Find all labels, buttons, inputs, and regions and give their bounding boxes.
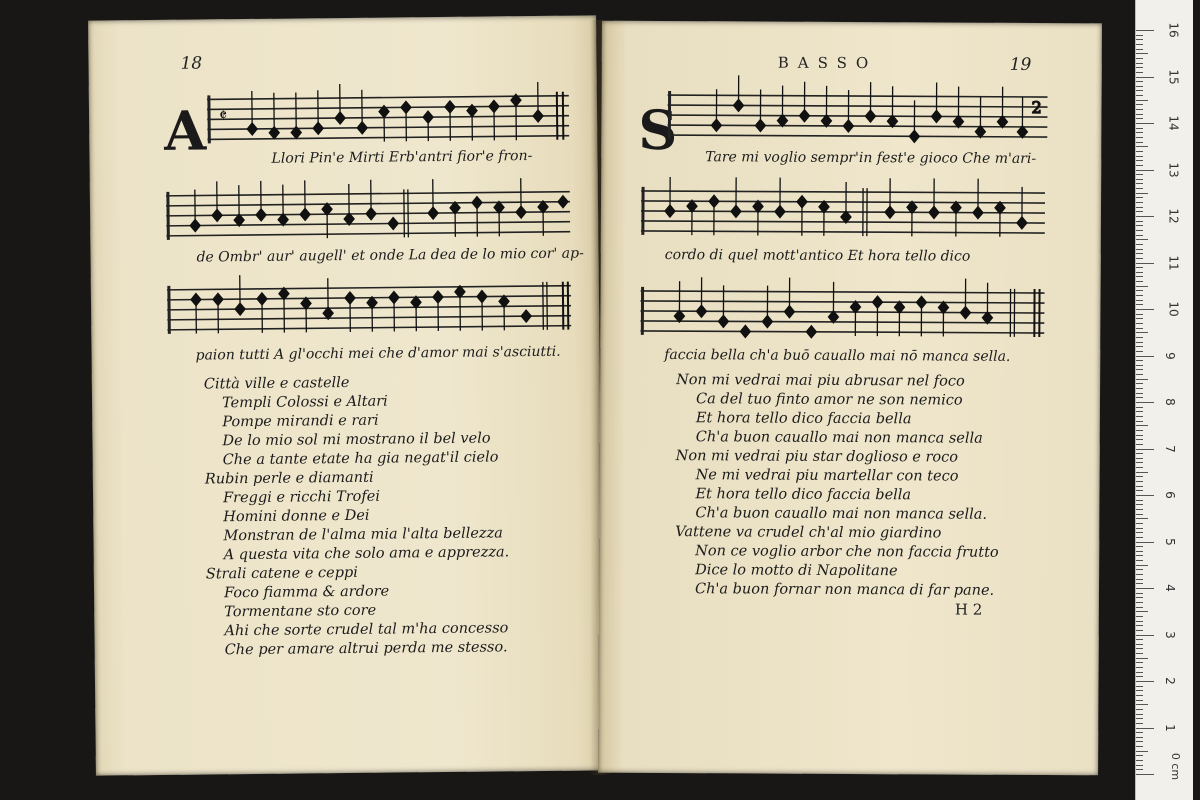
ruler-tick [1136, 253, 1143, 254]
ruler-tick [1136, 193, 1148, 194]
ruler-tick [1136, 104, 1143, 105]
svg-text:𝄵: 𝄵 [218, 105, 228, 127]
ruler-tick [1136, 360, 1143, 361]
ruler-tick [1136, 81, 1143, 82]
music-staff-5 [641, 171, 1045, 245]
ruler-tick [1136, 588, 1154, 589]
ruler-tick [1136, 132, 1143, 133]
music-staff-6 [640, 271, 1044, 345]
ruler-tick [1136, 435, 1143, 436]
ruler-tick [1136, 709, 1143, 710]
ruler-number: 16 [1166, 22, 1181, 38]
ruler-number: 15 [1166, 68, 1181, 85]
ruler-tick [1136, 323, 1143, 324]
ruler-tick [1136, 718, 1143, 719]
ruler-tick [1136, 86, 1143, 87]
music-staff-4 [667, 73, 1047, 145]
ruler-tick [1136, 453, 1143, 454]
ruler-tick [1136, 100, 1148, 101]
verse-line: Monstran de l'alma mia l'alta bellezza [223, 525, 503, 545]
ruler-tick [1136, 365, 1143, 366]
ruler-tick [1136, 258, 1143, 259]
ruler-tick [1136, 672, 1143, 673]
ruler-tick [1136, 425, 1148, 426]
ruler-tick [1136, 579, 1143, 580]
ruler-tick [1136, 714, 1143, 715]
ruler-tick [1136, 411, 1143, 412]
ruler-tick [1136, 183, 1143, 184]
ruler-tick [1136, 383, 1143, 384]
ruler-tick [1136, 142, 1143, 143]
ruler-tick [1136, 356, 1154, 357]
ruler-tick [1136, 416, 1143, 417]
ruler-tick [1136, 602, 1143, 603]
ruler-tick [1136, 504, 1143, 505]
ruler-tick [1136, 276, 1143, 277]
ruler-tick [1136, 123, 1154, 124]
verse-line: Pompe mirandi e rari [222, 412, 379, 431]
verse-line: Et hora tello dico faccia bella [695, 410, 912, 428]
ruler-tick [1136, 569, 1143, 570]
ruler-tick [1136, 202, 1143, 203]
ruler-number: 12 [1166, 208, 1181, 224]
ruler-number: 6 [1162, 491, 1177, 499]
ruler-tick [1136, 374, 1143, 375]
music-staff-1 [207, 78, 570, 152]
ruler-tick [1136, 188, 1143, 189]
decorated-initial-s: S [638, 97, 678, 163]
ruler-tick [1136, 486, 1143, 487]
verse-line: Strali catene e ceppi [205, 564, 358, 583]
ruler-tick [1136, 476, 1143, 477]
ruler-number: 14 [1166, 115, 1181, 131]
ruler-tick [1136, 207, 1143, 208]
ruler-tick [1136, 318, 1143, 319]
ruler-number: 9 [1162, 351, 1177, 360]
ruler-tick [1136, 509, 1143, 510]
verse-line: Che a tante etate ha gia negat'il cielo [222, 449, 499, 469]
ruler-tick [1136, 421, 1143, 422]
ruler-tick [1136, 95, 1143, 96]
ruler-tick [1136, 314, 1143, 315]
ruler-tick [1136, 560, 1143, 561]
ruler-tick [1136, 146, 1148, 147]
ruler-tick [1136, 249, 1143, 250]
verse-line: Vattene va crudel ch'al mio giardino [675, 524, 942, 542]
right-page [598, 21, 1102, 776]
ruler-number: 11 [1166, 254, 1181, 271]
ruler-tick [1136, 737, 1143, 738]
ruler-tick [1136, 700, 1143, 701]
ruler-tick [1136, 495, 1154, 496]
verse-line: Ch'a buon cauallo mai non manca sella [695, 429, 983, 447]
ruler-tick [1136, 444, 1143, 445]
ruler-number: 7 [1162, 444, 1177, 453]
ruler-tick [1136, 681, 1154, 682]
ruler-tick [1136, 281, 1143, 282]
ruler-tick [1136, 676, 1143, 677]
ruler-tick [1136, 593, 1143, 594]
ruler-tick [1136, 165, 1143, 166]
ruler-number: 3 [1162, 630, 1177, 639]
ruler-tick [1136, 211, 1143, 212]
ruler-tick [1136, 518, 1148, 519]
ruler-number: 4 [1162, 584, 1177, 592]
ruler-unit-label: 0 cm [1169, 752, 1183, 781]
ruler-tick [1136, 621, 1143, 622]
ruler-tick [1136, 625, 1143, 626]
left-page [88, 15, 604, 775]
ruler-tick [1136, 221, 1143, 222]
ruler-tick [1136, 225, 1143, 226]
ruler-tick [1136, 635, 1154, 636]
measuring-ruler [1135, 0, 1193, 800]
ruler-tick [1136, 751, 1148, 752]
ruler-number: 8 [1162, 398, 1177, 406]
ruler-tick [1136, 472, 1148, 473]
ruler-tick [1136, 379, 1148, 380]
ruler-tick [1136, 490, 1143, 491]
ruler-tick [1136, 267, 1143, 268]
verse-line: Rubin perle e diamanti [204, 469, 374, 488]
ruler-tick [1136, 58, 1143, 59]
ruler-tick [1136, 263, 1154, 264]
ruler-tick [1136, 574, 1143, 575]
verse-line: Ch'a buon fornar non manca di far pane. [694, 581, 995, 599]
lyric-line-6: faccia bella ch'a buō cauallo mai nō manca sella. [664, 347, 1011, 365]
ruler-tick [1136, 174, 1143, 175]
ruler-tick [1136, 369, 1143, 370]
verse-line: Ch'a buon cauallo mai non manca sella. [695, 505, 988, 523]
verse-line: Freggi e ricchi Trofei [222, 488, 381, 507]
ruler-tick [1136, 337, 1143, 338]
verse-line: Tormentane sto core [224, 602, 377, 621]
ruler-tick [1136, 769, 1143, 770]
ruler-tick [1136, 286, 1148, 287]
verse-line: A questa vita che solo ama e apprezza. [223, 544, 510, 564]
ruler-tick [1136, 295, 1143, 296]
ruler-tick [1136, 732, 1143, 733]
ruler-tick [1136, 109, 1143, 110]
ruler-tick [1136, 695, 1143, 696]
ruler-tick [1136, 63, 1143, 64]
ruler-tick [1136, 728, 1154, 729]
ruler-tick [1136, 774, 1154, 775]
ruler-tick [1136, 72, 1143, 73]
ruler-tick [1136, 160, 1143, 161]
ruler-tick [1136, 658, 1148, 659]
page-number-right: 19 [1009, 54, 1032, 75]
verse-line: De lo mio sol mi mostrano il bel velo [222, 430, 491, 450]
ruler-tick [1136, 272, 1143, 273]
ruler-tick [1136, 607, 1143, 608]
ruler-tick [1136, 458, 1143, 459]
verse-block-left [204, 372, 511, 660]
ruler-tick [1136, 39, 1143, 40]
ruler-tick [1136, 667, 1143, 668]
ruler-number: 2 [1162, 677, 1177, 685]
ruler-tick [1136, 30, 1154, 31]
ruler-tick [1136, 760, 1143, 761]
ruler-tick [1136, 309, 1154, 310]
verse-line: Foco fiamma & ardore [223, 583, 390, 602]
ruler-tick [1136, 235, 1143, 236]
verse-line: Che per amare altrui perda me stesso. [224, 639, 508, 659]
verse-line: Non ce voglio arbor che non faccia frutto [695, 543, 999, 561]
ruler-tick [1136, 532, 1143, 533]
ruler-tick [1136, 644, 1143, 645]
ruler-tick [1136, 481, 1143, 482]
ruler-tick [1136, 49, 1143, 50]
verse-line: Templi Colossi e Altari [221, 393, 388, 412]
page-number-left: 18 [180, 53, 203, 74]
verse-line: Dice lo motto di Napolitane [695, 562, 898, 580]
ruler-tick [1136, 430, 1143, 431]
ruler-tick [1136, 616, 1143, 617]
verse-block-right [675, 371, 1000, 601]
running-head: BASSO [777, 53, 878, 73]
ruler-tick [1136, 439, 1143, 440]
ruler-tick [1136, 741, 1143, 742]
ruler-tick [1136, 332, 1148, 333]
ruler-tick [1136, 156, 1143, 157]
ruler-tick [1136, 53, 1148, 54]
ruler-tick [1136, 537, 1143, 538]
ruler-number: 5 [1162, 537, 1177, 546]
ruler-tick [1136, 290, 1143, 291]
ruler-tick [1136, 393, 1143, 394]
ruler-tick [1136, 500, 1143, 501]
ruler-tick [1136, 597, 1143, 598]
ruler-tick [1136, 523, 1143, 524]
ruler-tick [1136, 583, 1143, 584]
ruler-tick [1136, 546, 1143, 547]
ruler-tick [1136, 723, 1143, 724]
verse-line: Et hora tello dico faccia bella [695, 486, 912, 504]
music-staff-2 [166, 174, 571, 248]
ruler-tick [1136, 648, 1143, 649]
ruler-tick [1136, 611, 1148, 612]
verse-line: Città ville e castelle [203, 374, 350, 393]
svg-text:2: 2 [1031, 97, 1042, 117]
ruler-tick [1136, 388, 1143, 389]
ruler-tick [1136, 77, 1154, 78]
verse-line: Ca del tuo finto amor ne son nemico [695, 391, 963, 409]
ruler-tick [1136, 304, 1143, 305]
verse-line: Ne mi vedrai piu martellar con teco [695, 467, 959, 485]
ruler-tick [1136, 690, 1143, 691]
ruler-tick [1136, 514, 1143, 515]
ruler-tick [1136, 402, 1154, 403]
verse-line: Non mi vedrai piu star doglioso e roco [675, 448, 959, 466]
ruler-tick [1136, 230, 1143, 231]
ruler-tick [1136, 462, 1143, 463]
ruler-tick [1136, 151, 1143, 152]
ruler-tick [1136, 662, 1143, 663]
ruler-tick [1136, 704, 1148, 705]
verse-line: Homini donne e Dei [223, 507, 370, 526]
ruler-tick [1136, 118, 1143, 119]
ruler-tick [1136, 216, 1154, 217]
ruler-tick [1136, 542, 1154, 543]
decorated-initial-a: A [163, 98, 207, 163]
verse-line: Non mi vedrai mai piu abrusar nel foco [676, 372, 965, 390]
ruler-tick [1136, 407, 1143, 408]
lyric-line-4: Tare mi voglio sempr'in fest'e gioco Che m'ari- [705, 149, 1037, 167]
ruler-tick [1136, 300, 1143, 301]
ruler-tick [1136, 114, 1143, 115]
ruler-tick [1136, 765, 1143, 766]
lyric-line-2: de Ombr' aur' augell' et onde La dea de lo mio cor' ap- [196, 245, 584, 266]
ruler-tick [1136, 137, 1143, 138]
ruler-tick [1136, 128, 1143, 129]
ruler-tick [1136, 351, 1143, 352]
printer-signature: H 2 [954, 600, 983, 619]
ruler-tick [1136, 239, 1148, 240]
ruler-tick [1136, 67, 1143, 68]
ruler-tick [1136, 565, 1148, 566]
ruler-tick [1136, 342, 1143, 343]
lyric-line-1: Llori Pin'e Mirti Erb'antri fior'e fron- [271, 148, 533, 167]
ruler-tick [1136, 170, 1154, 171]
ruler-tick [1136, 328, 1143, 329]
ruler-tick [1136, 551, 1143, 552]
ruler-tick [1136, 449, 1154, 450]
ruler-tick [1136, 197, 1143, 198]
ruler-tick [1136, 346, 1143, 347]
ruler-tick [1136, 467, 1143, 468]
ruler-tick [1136, 630, 1143, 631]
ruler-tick [1136, 397, 1143, 398]
ruler-tick [1136, 90, 1143, 91]
verse-line: Ahi che sorte crudel tal m'ha concesso [224, 620, 509, 640]
ruler-tick [1136, 555, 1143, 556]
ruler-tick [1136, 755, 1143, 756]
lyric-line-5: cordo di quel mott'antico Et hora tello dico [664, 247, 971, 265]
ruler-tick [1136, 179, 1143, 180]
lyric-line-3: paion tutti A gl'occhi mei che d'amor mai s'asciutti. [195, 343, 561, 364]
ruler-number: 10 [1166, 301, 1181, 317]
ruler-tick [1136, 35, 1143, 36]
ruler-tick [1136, 639, 1143, 640]
ruler-tick [1136, 528, 1143, 529]
ruler-tick [1136, 686, 1143, 687]
ruler-number: 1 [1162, 723, 1177, 732]
ruler-number: 13 [1166, 161, 1181, 178]
ruler-tick [1136, 746, 1143, 747]
music-staff-3 [167, 268, 572, 342]
ruler-tick [1136, 653, 1143, 654]
ruler-tick [1136, 244, 1143, 245]
ruler-tick [1136, 44, 1143, 45]
